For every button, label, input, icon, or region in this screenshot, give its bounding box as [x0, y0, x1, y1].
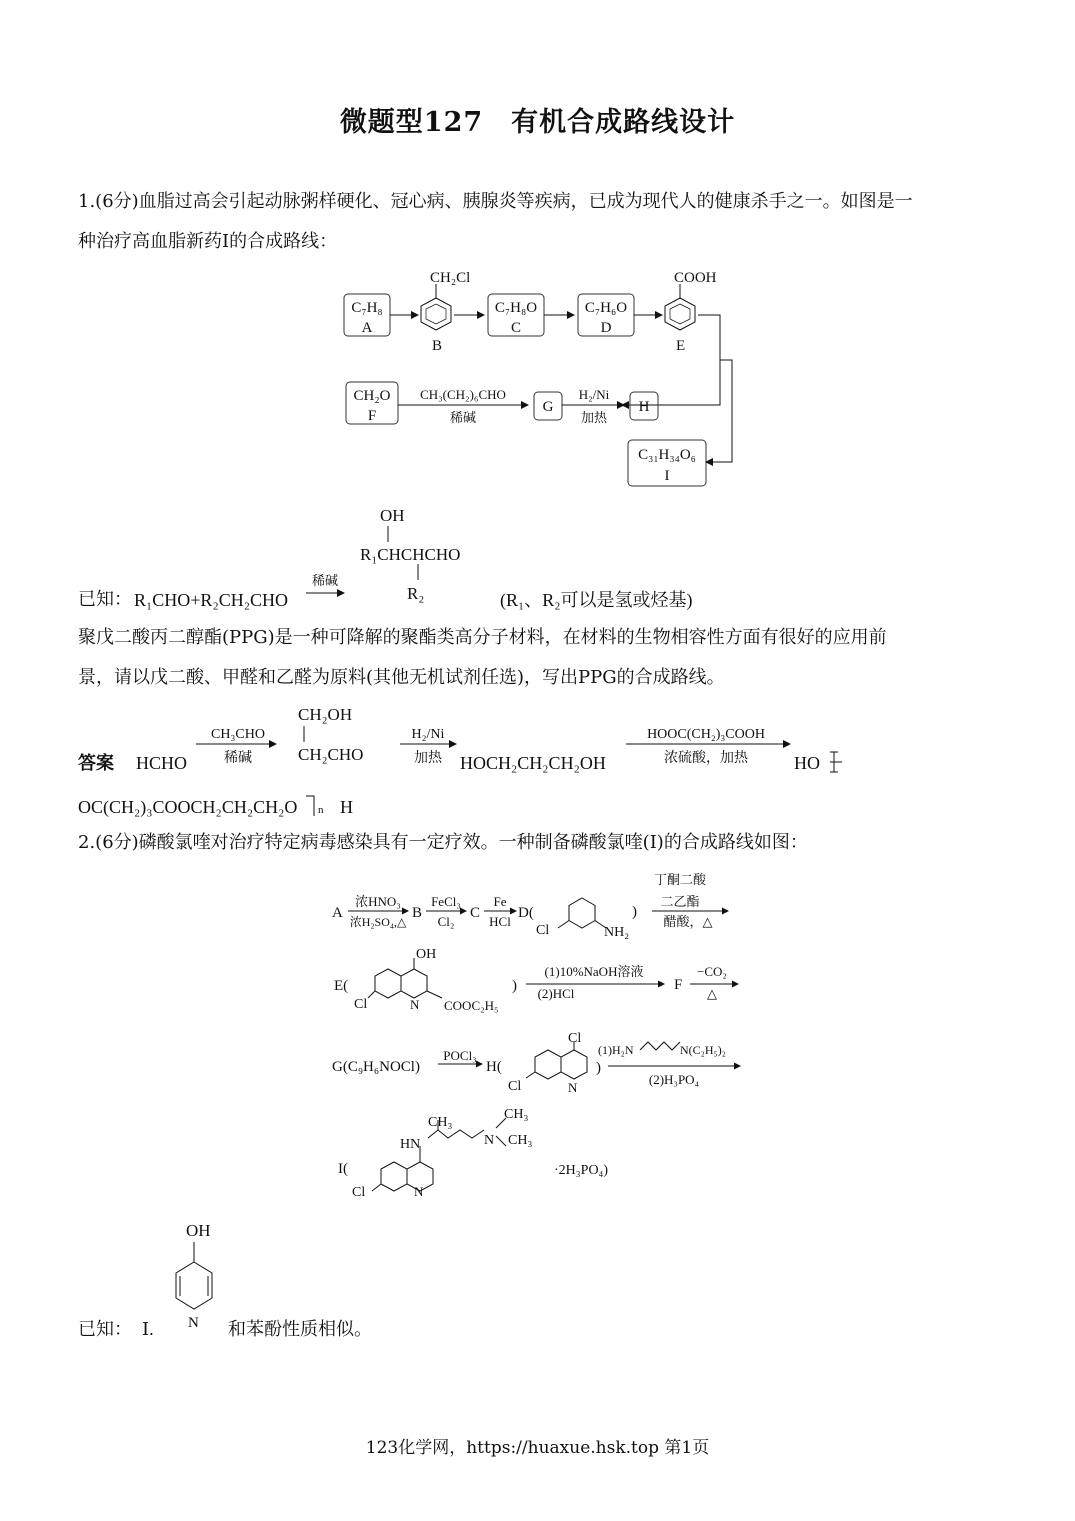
q2-E-close: ): [512, 978, 517, 994]
q2-H-to-I-acid: (2)H₃PO₄: [648, 1072, 700, 1087]
q2-I-ring-n: N: [414, 1184, 424, 1199]
answer-end: HO: [794, 753, 820, 773]
q2-A: A: [332, 905, 343, 921]
box-F: [346, 382, 398, 424]
D-formula: C₇H₆O: [584, 300, 628, 316]
C-formula: C₇H₈O: [494, 300, 538, 316]
answer-step1-reagent: CH₃CHO: [211, 727, 265, 742]
box-A: [344, 294, 390, 336]
q2-I-hn: HN: [400, 1137, 421, 1152]
answer-line2: OC(CH₂)₃COOCH₂CH₂CH₂O: [78, 797, 298, 817]
footer: 123化学网，https://huaxue.hsk.top 第1页: [365, 1438, 710, 1458]
ppg-line2: 景，请以戊二酸、甲醛和乙醛为原料(其他无机试剂任选)，写出PPG的合成路线。: [78, 667, 725, 688]
answer-step1-condition: 稀碱: [224, 751, 252, 766]
q2-E-to-F-reagent: (1)10%NaOH溶液: [544, 964, 644, 979]
q2-C-to-D-condition: HCl: [489, 914, 511, 929]
q2-G: G(C₉H₆NOCl): [332, 1059, 420, 1075]
F-to-G-reagent: CH₃(CH₂)₆CHO: [420, 387, 506, 402]
answer-step2-condition: 加热: [414, 751, 442, 766]
q2-B: B: [412, 905, 423, 921]
B-label: B: [432, 338, 443, 354]
answer-h: H: [340, 797, 353, 817]
q2-D-to-E-reagent2: 二乙酯: [660, 894, 700, 909]
q2-E-to-F-acid: (2)HCl: [537, 986, 575, 1001]
q2-I-n: N: [484, 1133, 495, 1148]
q2-D: D(: [518, 905, 534, 921]
q2-known-text: 和苯酚性质相似。: [228, 1319, 372, 1339]
q2-I-ethyl2: CH₃: [508, 1133, 533, 1148]
q2-D-to-E-reagent1: 丁酮二酸: [653, 872, 707, 887]
page-title: 微题型127 有机合成路线设计: [339, 107, 736, 138]
q2-B-to-C-condition: Cl₂: [437, 914, 455, 929]
q1-known-reaction: [78, 502, 758, 614]
answer-intermediate-bottom: CH₂CHO: [298, 745, 364, 764]
known-reactants: R₁CHO+R₂CH₂CHO: [134, 590, 289, 610]
C-label: C: [510, 320, 522, 336]
answer-step3-condition: 浓硫酸，加热: [664, 751, 748, 766]
q2-I-cl: Cl: [352, 1185, 366, 1200]
q1-line2: 种治疗高血脂新药Ⅰ的合成路线：: [78, 231, 338, 252]
q2-I-salt: ·2H₃PO₄): [554, 1163, 609, 1178]
q2-B-to-C-reagent: FeCl₃: [431, 894, 461, 909]
dichloroquinoline-ring: [526, 1042, 587, 1079]
D-label: D: [600, 320, 612, 336]
q2-H-close: ): [596, 1060, 601, 1076]
E-substituent: COOH: [674, 270, 717, 286]
box-H: [630, 392, 658, 420]
q2-D-cl: Cl: [536, 923, 550, 938]
chloroaniline-ring: [558, 898, 606, 928]
q2-A-to-B-condition: 浓H₂SO₄,△: [349, 915, 407, 929]
q2-F: F: [674, 977, 683, 993]
q2-D-nh2: NH₂: [604, 925, 630, 940]
answer-step3-reagent: HOOC(CH₂)₃COOH: [647, 727, 765, 742]
known-note: (R₁、R₂可以是氢或烃基): [500, 590, 693, 610]
q2-F-to-G-condition: △: [707, 986, 717, 1001]
q2-known-n: N: [188, 1315, 199, 1331]
q1-synthesis-scheme: [330, 260, 750, 492]
q2-H-cl-top: Cl: [568, 1031, 582, 1046]
B-substituent: CH₂Cl: [430, 270, 471, 286]
known-r2: R₂: [407, 584, 425, 603]
q2-known-roman: Ⅰ.: [142, 1319, 154, 1339]
q2-H-n: N: [568, 1080, 578, 1095]
F-to-G-condition: 稀碱: [449, 410, 477, 425]
q2-line1: 2.(6分)磷酸氯喹对治疗特定病毒感染具有一定疗效。一种制备磷酸氯喹(Ⅰ)的合成路线如图：: [78, 832, 808, 853]
F-formula: CH₂O: [353, 388, 391, 404]
ppg-line1: 聚戊二酸丙二醇酯(PPG)是一种可降解的聚酯类高分子材料，在材料的生物相容性方面有很好的应用前: [78, 627, 887, 648]
q2-H-to-I-reagent: (1)H₂N: [598, 1043, 634, 1057]
box-G: [534, 392, 562, 420]
known-condition: 稀碱: [311, 573, 339, 588]
H-label: H: [638, 399, 650, 415]
q1-line1: 1.(6分)血脂过高会引起动脉粥样硬化、冠心病、胰腺炎等疾病，已成为现代人的健康杀手之一。如图是一: [78, 191, 913, 212]
E-label: E: [676, 338, 686, 354]
G-to-H-condition: 加热: [580, 410, 608, 425]
answer-n: n: [318, 804, 324, 816]
q2-E-n: N: [410, 997, 420, 1012]
q2-I-ch3-branch: CH₃: [428, 1115, 453, 1130]
q2-E-ester: COOC₂H₅: [444, 998, 499, 1013]
F-label: F: [367, 408, 377, 424]
q2-I-ethyl1: CH₃: [504, 1107, 529, 1122]
q2-C: C: [470, 905, 481, 921]
q2-A-to-B-reagent: 浓HNO₃: [355, 894, 401, 909]
q2-H-cl: Cl: [508, 1079, 522, 1094]
benzyl-chloride-B: [421, 270, 470, 354]
q2-E-cl: Cl: [354, 997, 368, 1012]
quinolinol-ester-ring: [368, 958, 442, 998]
answer-start: HCHO: [136, 753, 188, 773]
q2-known-oh: OH: [186, 1221, 211, 1240]
A-label: A: [361, 320, 373, 336]
q2-G-to-H-reagent: POCl₃: [443, 1048, 477, 1063]
known-label: 已知：: [78, 589, 132, 609]
q1-answer: [78, 700, 878, 824]
box-D: [578, 294, 634, 336]
I-formula: C₃₁H₃₄O₆: [638, 447, 696, 463]
answer-step2-reagent: H₂/Ni: [411, 727, 445, 742]
q2-D-to-E-condition: 醋酸，△: [663, 914, 713, 929]
benzoic-acid-E: [665, 270, 717, 354]
q2-F-to-G-reagent: −CO₂: [697, 964, 727, 979]
q2-H: H(: [486, 1059, 502, 1075]
I-label: I: [664, 468, 670, 484]
q2-known: [78, 1218, 438, 1344]
answer-diol: HOCH₂CH₂CH₂OH: [460, 753, 606, 773]
G-label: G: [542, 399, 554, 415]
q2-E: E(: [334, 978, 349, 994]
answer-label: 答案: [78, 753, 114, 773]
known-product: R₁CHCHCHO: [360, 545, 461, 564]
G-to-H-reagent: H₂/Ni: [578, 387, 610, 402]
q2-I: I(: [338, 1161, 348, 1177]
q2-known-label: 已知：: [78, 1319, 132, 1339]
q2-E-oh: OH: [416, 947, 437, 962]
known-oh: OH: [380, 506, 405, 525]
q2-D-close: ): [632, 904, 637, 920]
q2-H-to-I-amine-tail: N(C₂H₅)₂: [680, 1043, 726, 1057]
q2-synthesis-scheme: [330, 866, 750, 1206]
box-C: [488, 294, 544, 336]
A-formula: C₇H₈: [351, 300, 383, 316]
box-I: [628, 440, 706, 486]
q2-C-to-D-reagent: Fe: [493, 894, 507, 909]
answer-intermediate-top: CH₂OH: [298, 705, 353, 724]
